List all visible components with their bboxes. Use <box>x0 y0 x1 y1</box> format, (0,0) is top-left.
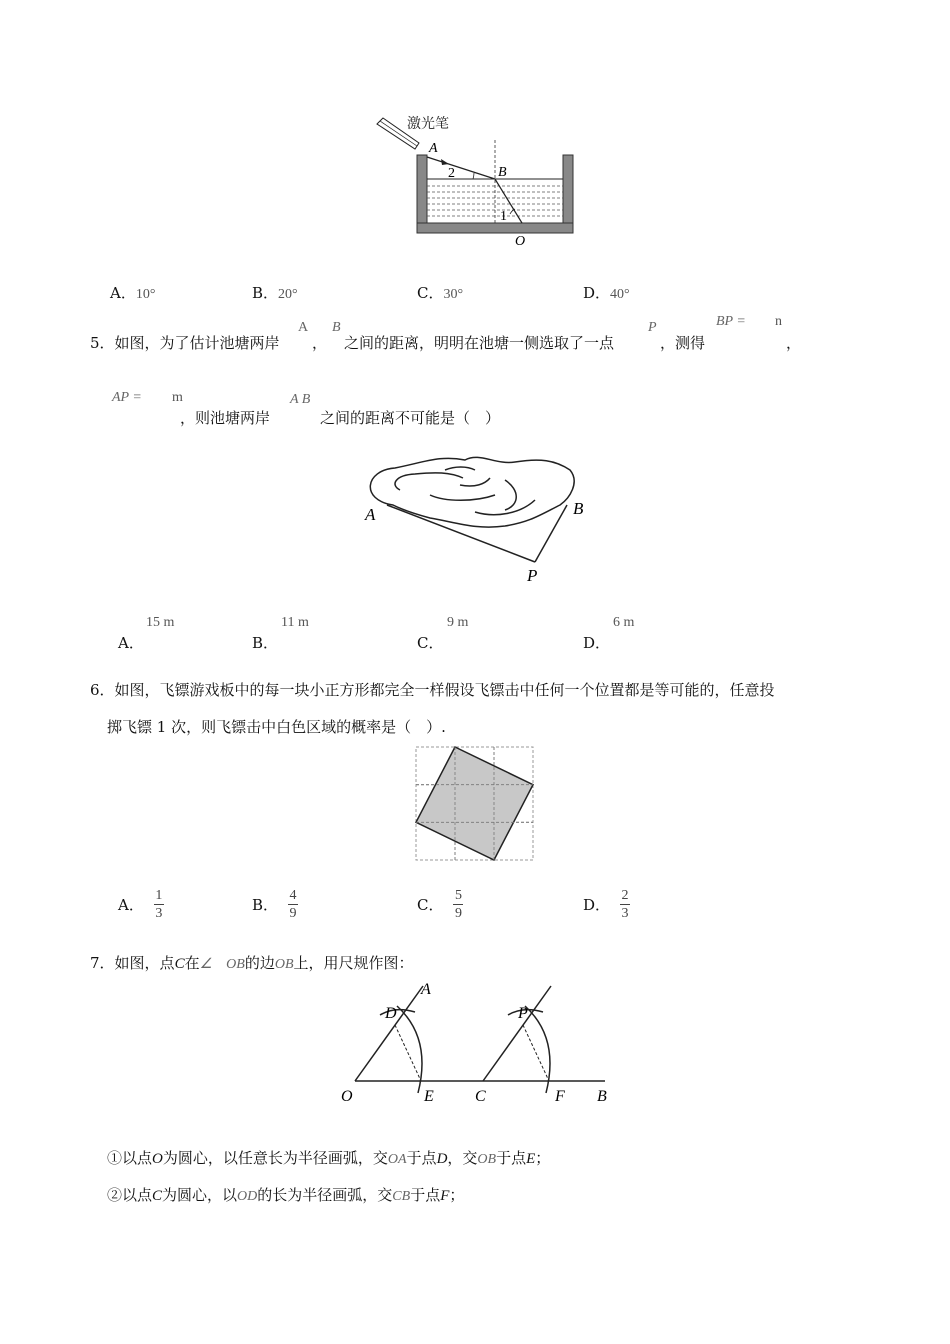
fig-label-B: B <box>597 1088 607 1105</box>
q7-line1 <box>90 952 414 973</box>
q5-math-BP-unit: n <box>775 314 782 329</box>
q5-number: 5． <box>90 334 115 352</box>
incident-ray <box>427 157 495 179</box>
q4-option-a-letter: A． <box>110 284 136 302</box>
q5-option-d-letter[interactable]: D． <box>583 634 611 652</box>
q7-step2-a: ②以点 <box>107 1186 153 1204</box>
q7-step2-F: F <box>440 1188 450 1204</box>
q5-line1 <box>90 332 280 353</box>
pond-inner-4 <box>505 480 516 510</box>
pond-inner-5 <box>475 500 535 515</box>
q5-text-a: 如图，为了估计池塘两岸 <box>114 334 280 352</box>
segment-AP <box>387 505 535 562</box>
ray-OA <box>355 986 423 1081</box>
pond-inner-6 <box>445 467 475 470</box>
q5-math-AP-unit: m <box>172 390 183 405</box>
q7-text-d: 上，用尺规作图： <box>293 954 414 972</box>
tank-bottom <box>417 223 573 233</box>
fig-label-C: C <box>475 1088 486 1105</box>
q7-step2-d: 于点 <box>410 1186 441 1204</box>
fig-label-P: P <box>518 1005 528 1022</box>
q7-step1-d: ，交 <box>447 1149 478 1167</box>
q4-option-d[interactable] <box>583 282 630 303</box>
q5-option-d-value: 6 m <box>613 615 635 630</box>
q4-option-c-letter: C． <box>417 284 444 302</box>
q6-option-c-den: 9 <box>454 906 462 921</box>
q4-option-d-letter: D． <box>583 284 611 302</box>
q7-step1 <box>107 1147 550 1168</box>
q6-option-d-den: 3 <box>621 906 629 921</box>
q6-option-c-fraction <box>453 888 463 921</box>
q6-option-b-num: 4 <box>289 888 297 903</box>
q4-option-c[interactable] <box>417 282 463 303</box>
fig-label-A: A <box>421 981 431 998</box>
q6-line2: 掷飞镖 1 次，则飞镖击中白色区域的概率是（ ）. <box>107 718 446 736</box>
q4-option-b[interactable] <box>252 282 298 303</box>
q6-option-c-letter: C． <box>417 896 444 914</box>
segment-BP <box>535 505 567 562</box>
q7-step1-D: D <box>436 1151 448 1167</box>
pond-outline <box>370 457 574 527</box>
q7-step1-OB: OB <box>477 1152 497 1167</box>
q7-text-b: 在 <box>184 954 200 972</box>
label-B: B <box>498 165 507 180</box>
q7-step1-O: O <box>152 1151 163 1167</box>
q5-option-a-value: 15 m <box>146 615 175 630</box>
q7-step1-f: ； <box>535 1149 551 1167</box>
q5-math-BP: BP = <box>716 314 746 329</box>
q6-option-b-fraction <box>288 888 298 921</box>
q7-step1-c: 于点 <box>406 1149 437 1167</box>
q5-math-AP: AP = <box>112 390 142 405</box>
q6-option-a-letter: A． <box>118 896 144 914</box>
q4-option-a-value: 10° <box>135 287 156 302</box>
q5-math-AB: A B <box>290 392 311 407</box>
pond-inner-2 <box>430 495 495 500</box>
tank-left-wall <box>417 155 427 233</box>
dartboard-figure <box>415 746 535 862</box>
pond-figure <box>355 450 595 590</box>
q7-step2-C: C <box>152 1188 163 1204</box>
ray-arrow <box>441 159 449 165</box>
q7-step1-OA: OA <box>387 1152 407 1167</box>
q4-option-a[interactable] <box>110 282 155 303</box>
q5-text-b: 之间的距离，明明在池塘一侧选取了一点 <box>344 334 615 352</box>
fig-label-O: O <box>341 1088 353 1105</box>
q7-number: 7． <box>90 954 115 972</box>
q7-step2 <box>107 1184 464 1205</box>
q7-step2-c: 的长为半径画弧，交 <box>257 1186 393 1204</box>
q4-option-b-letter: B． <box>252 284 279 302</box>
q6-line1 <box>90 679 775 700</box>
q6-option-b[interactable] <box>252 888 298 921</box>
label-angle-2: 2 <box>448 166 455 181</box>
angle-2-arc <box>473 173 474 179</box>
q7-step2-OD: OD <box>237 1189 258 1204</box>
q5-math-P: P <box>648 320 657 335</box>
q7-step1-e: 于点 <box>496 1149 527 1167</box>
q4-option-c-value: 30° <box>443 287 464 302</box>
q6-option-d[interactable] <box>583 888 630 921</box>
q6-option-c[interactable] <box>417 888 463 921</box>
arc-F <box>525 1006 550 1093</box>
laser-refraction-figure <box>365 110 590 250</box>
q5-math-A: A <box>298 320 309 335</box>
q7-step2-CB: CB <box>392 1189 411 1204</box>
q5-option-c-letter[interactable]: C． <box>417 634 444 652</box>
fig-label-E: E <box>424 1088 434 1105</box>
q6-line1-text: 如图，飞镖游戏板中的每一块小正方形都完全一样假设飞镖击中任何一个位置都是等可能的，任意投 <box>114 681 775 699</box>
pond-label-B: B <box>573 499 584 518</box>
q6-option-a-num: 1 <box>155 888 163 903</box>
q6-option-a-den: 3 <box>155 906 163 921</box>
q5-option-b-letter[interactable]: B． <box>252 634 279 652</box>
q7-step1-a: ①以点 <box>107 1149 153 1167</box>
q5-option-b-value: 11 m <box>281 615 309 630</box>
label-O: O <box>515 234 526 249</box>
q5-math-B: B <box>332 320 341 335</box>
q4-option-d-value: 40° <box>610 287 630 302</box>
q7-step2-b: 为圆心，以 <box>162 1186 238 1204</box>
q6-number: 6． <box>90 681 115 699</box>
q6-option-b-den: 9 <box>289 906 297 921</box>
q5-text-d: ，则池塘两岸 <box>180 409 271 427</box>
label-angle-1: 1 <box>500 209 507 224</box>
q5-option-a-letter[interactable]: A． <box>118 634 144 652</box>
ray-CP <box>483 986 551 1081</box>
q5-text-c: ，测得 <box>660 334 706 352</box>
q7-step2-e: ； <box>449 1186 465 1204</box>
q7-point-C: C <box>174 956 185 972</box>
q6-option-c-num: 5 <box>454 888 462 903</box>
fig-label-F: F <box>555 1088 565 1105</box>
q5-text-e: 之间的距离不可能是（ ） <box>320 409 501 427</box>
q5-comma: ， <box>312 334 328 352</box>
q4-option-b-value: 20° <box>278 287 298 302</box>
construction-figure <box>335 978 620 1108</box>
pond-label-P: P <box>527 566 538 585</box>
q6-option-d-fraction <box>620 888 630 921</box>
q6-option-d-num: 2 <box>621 888 629 903</box>
q5-option-c-value: 9 m <box>447 615 469 630</box>
shaded-square <box>416 747 533 860</box>
q6-option-a[interactable] <box>118 888 164 921</box>
q7-step1-E: E <box>526 1151 536 1167</box>
pond-inner-3 <box>460 478 490 486</box>
q7-step1-b: 为圆心，以任意长为半径画弧，交 <box>162 1149 388 1167</box>
q7-math-angle: ∠ ОB <box>199 957 245 972</box>
arc-E <box>397 1006 422 1093</box>
pond-inner-1 <box>395 473 463 490</box>
q6-option-d-letter: D． <box>583 896 611 914</box>
label-A: A <box>429 141 438 156</box>
q7-text-a: 如图，点 <box>114 954 175 972</box>
fig-label-D: D <box>385 1005 397 1022</box>
tank-right-wall <box>563 155 573 233</box>
pen-label: 激光笔 <box>407 116 449 132</box>
q6-option-b-letter: B． <box>252 896 279 914</box>
q6-option-a-fraction <box>154 888 164 921</box>
q7-math-OB: OB <box>274 957 294 972</box>
q7-text-c: 的边 <box>244 954 275 972</box>
q5-comma2: ， <box>786 334 802 352</box>
pond-label-A: A <box>365 505 376 524</box>
